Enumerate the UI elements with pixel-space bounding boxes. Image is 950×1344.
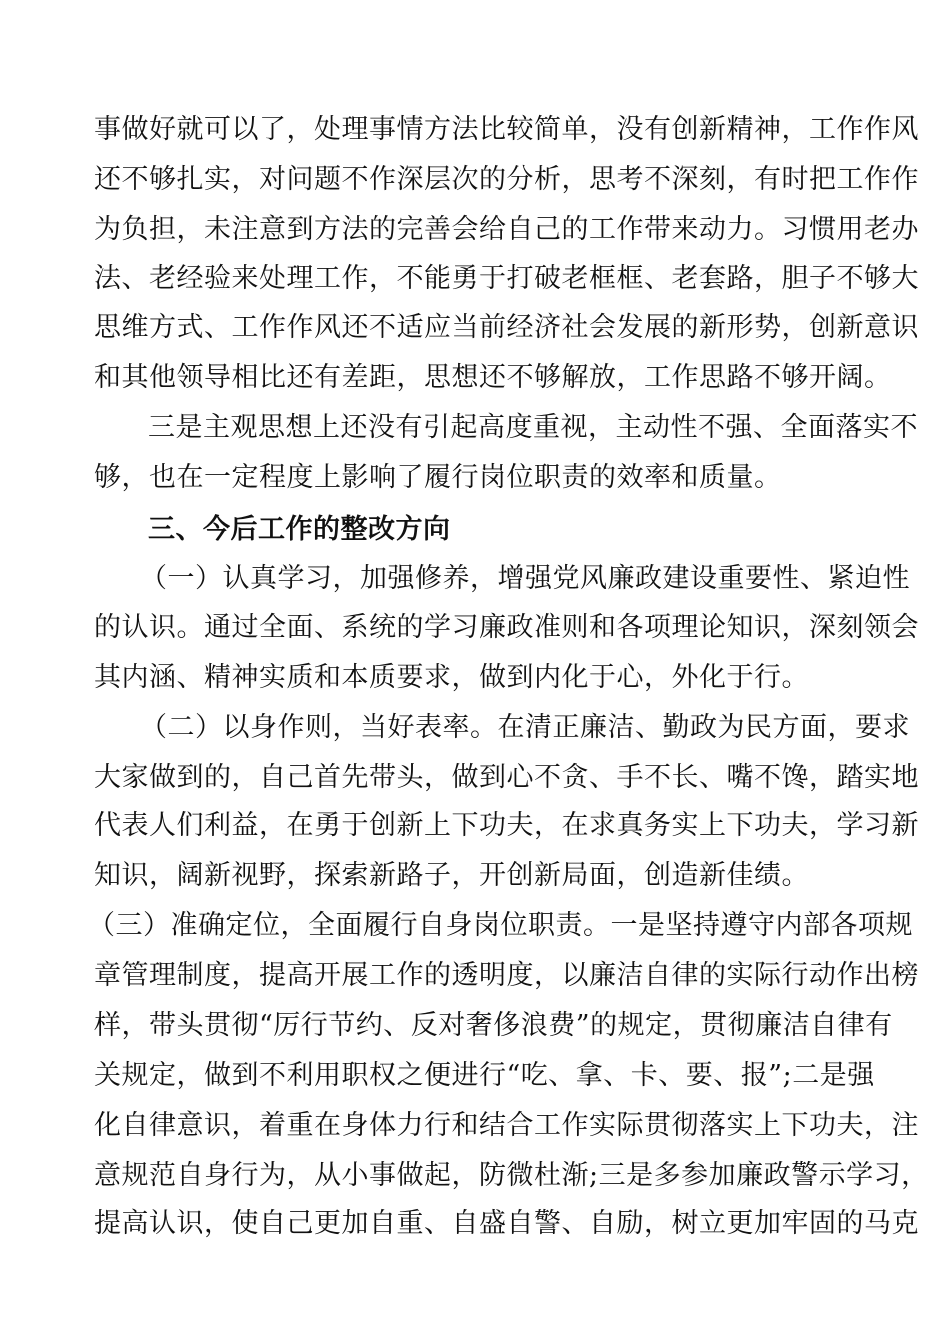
body-text-line: 还不够扎实，对问题不作深层次的分析，思考不深刻，有时把工作作 [94, 164, 919, 195]
body-text-line: 大家做到的，自己首先带头，做到心不贪、手不长、嘴不馋，踏实地 [94, 762, 919, 793]
body-text-line: 事做好就可以了，处理事情方法比较简单，没有创新精神，工作作风 [94, 114, 919, 145]
body-text-line: 化自律意识，着重在身体力行和结合工作实际贯彻落实上下功夫，注 [94, 1110, 919, 1141]
body-text-line: （二）以身作则，当好表率。在清正廉洁、勤政为民方面，要求 [140, 712, 910, 743]
section-heading: 三、今后工作的整改方向 [148, 514, 451, 545]
body-text-line: （三）准确定位，全面履行自身岗位职责。一是坚持遵守内部各项规 [88, 910, 913, 941]
body-text-line: （一）认真学习，加强修养，增强党风廉政建设重要性、紧迫性 [140, 563, 910, 594]
body-text-line: 为负担，未注意到方法的完善会给自己的工作带来动力。习惯用老办 [94, 214, 919, 245]
body-text-line: 关规定，做到不利用职权之便进行“吃、拿、卡、要、报”;二是强 [94, 1060, 875, 1091]
body-text-line: 章管理制度，提高开展工作的透明度，以廉洁自律的实际行动作出榜 [94, 960, 919, 991]
body-text-line: 和其他领导相比还有差距，思想还不够解放，工作思路不够开阔。 [94, 362, 892, 393]
body-text-line: 意规范自身行为，从小事做起，防微杜渐;三是多参加廉政警示学习， [94, 1160, 929, 1191]
body-text-line: 法、老经验来处理工作，不能勇于打破老框框、老套路，胆子不够大 [94, 263, 919, 294]
body-text-line: 代表人们利益，在勇于创新上下功夫，在求真务实上下功夫，学习新 [94, 810, 919, 841]
body-text-line: 提高认识，使自己更加自重、自盛自警、自励，树立更加牢固的马克 [94, 1208, 919, 1239]
body-text-line: 够，也在一定程度上影响了履行岗位职责的效率和质量。 [94, 462, 782, 493]
body-text-line: 样，带头贯彻“厉行节约、反对奢侈浪费”的规定，贯彻廉洁自律有 [94, 1010, 893, 1041]
body-text-line: 其内涵、精神实质和本质要求，做到内化于心，外化于行。 [94, 662, 809, 693]
body-text-line: 三是主观思想上还没有引起高度重视，主动性不强、全面落实不 [148, 412, 918, 443]
body-text-line: 思维方式、工作作风还不适应当前经济社会发展的新形势，创新意识 [94, 312, 919, 343]
body-text-line: 知识，阔新视野，探索新路子，开创新局面，创造新佳绩。 [94, 860, 809, 891]
body-text-line: 的认识。通过全面、系统的学习廉政准则和各项理论知识，深刻领会 [94, 612, 919, 643]
